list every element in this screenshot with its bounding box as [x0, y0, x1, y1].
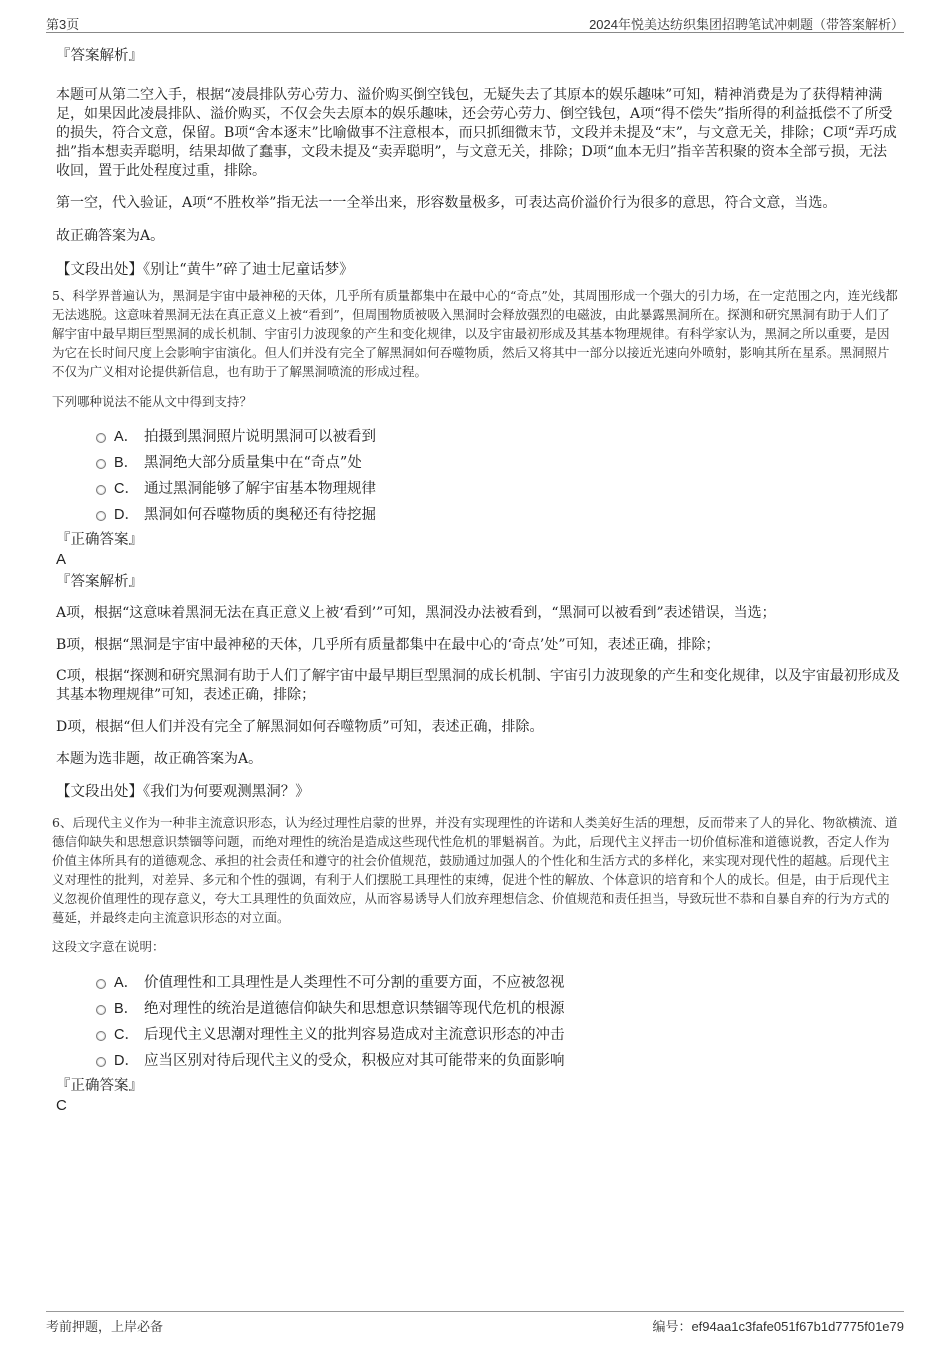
- option-text: 黑洞绝大部分质量集中在“奇点”处: [144, 455, 362, 471]
- option-list: [56, 970, 900, 1074]
- option-text: 拍摄到黑洞照片说明黑洞可以被看到: [144, 429, 376, 445]
- document-title: 2024年悦美达纺织集团招聘笔试冲刺题（带答案解析）: [589, 17, 904, 32]
- option-letter: C．: [114, 481, 139, 497]
- radio-icon[interactable]: [96, 433, 106, 443]
- footer-slogan: 考前押题，上岸必备: [46, 1319, 164, 1334]
- radio-icon[interactable]: [96, 485, 106, 495]
- passage-source: 【文段出处】《别让“黄牛”碎了迪士尼童话梦》: [56, 262, 354, 278]
- analysis-paragraph: 本题可从第二空入手，根据“凌晨排队劳心劳力、溢价购买倒空钱包，无疑失去了其原本的娱乐趣味”可知，精神消费是为了获得精神满足，如果因此凌晨排队、溢价购买，不仅会失去原本的娱乐趣味，还会劳心劳力、倒空钱包，A项“得不偿失”指所得的利益抵偿不了所受的损失，符合文意，保留。B项“舍本逐末”比喻做事不注意根本，而只抓细微末节，文段并未提及“末”，与文意无关，排除；C项“弄巧成拙”指本想卖弄聪明，结果却做了蠢事，文段未提及“卖弄聪明”，与文意无关，排除；D项“血本无归”指辛苦积聚的资本全部亏损，无法收回，置于此处程度过重，排除。: [56, 87, 897, 179]
- passage-source: 【文段出处】《我们为何要观测黑洞？》: [56, 784, 310, 800]
- option-letter: A．: [114, 429, 139, 445]
- option-letter: B．: [114, 455, 139, 471]
- option-d[interactable]: [56, 1048, 900, 1074]
- option-letter: D．: [114, 1053, 139, 1069]
- analysis-paragraph: C项，根据“探测和研究黑洞有助于人们了解宇宙中最早期巨型黑洞的成长机制、宇宙引力波现象的产生和变化规律，以及宇宙最初形成及其基本物理规律”可知，表述正确，排除；: [56, 668, 900, 703]
- question-passage: 5、科学界普遍认为，黑洞是宇宙中最神秘的天体，几乎所有质量都集中在最中心的“奇点”处，其周围形成一个强大的引力场，在一定范围之内，连光线都无法逃脱。这意味着黑洞无法在真正意义上被“看到”，但周围物质被吸入黑洞时会释放强烈的电磁波，由此暴露黑洞所在。探测和研究黑洞有助于人们了解宇宙中最早期巨型黑洞的成长机制、宇宙引力波现象的产生和变化规律，以及宇宙最初形成及其基本物理规律。有科学家认为，黑洞之所以重要，是因为它在长时间尺度上会影响宇宙演化。但人们并没有完全了解黑洞如何吞噬物质，然后又将其中一部分以接近光速向外喷射，影响其所在星系。黑洞照片不仅为广义相对论提供新信息，也有助于了解黑洞喷流的形成过程。: [52, 288, 898, 379]
- option-text: 应当区别对待后现代主义的受众，积极应对其可能带来的负面影响: [144, 1053, 565, 1069]
- analysis-paragraph: B项，根据“黑洞是宇宙中最神秘的天体，几乎所有质量都集中在最中心的‘奇点’处”可知，表述正确，排除；: [56, 637, 720, 653]
- document-code: 编号：ef94aa1c3fafe051f67b1d7775f01e79: [652, 1319, 904, 1334]
- analysis-label: 『答案解析』: [56, 48, 143, 64]
- option-c[interactable]: [56, 476, 900, 502]
- radio-icon[interactable]: [96, 1057, 106, 1067]
- page-footer: [46, 1311, 904, 1336]
- radio-icon[interactable]: [96, 511, 106, 521]
- option-letter: D．: [114, 507, 139, 523]
- question-6: [52, 813, 900, 1116]
- option-letter: A．: [114, 975, 139, 991]
- analysis-conclusion: 故正确答案为A。: [56, 228, 165, 244]
- page-number: 第3页: [46, 17, 80, 32]
- option-text: 黑洞如何吞噬物质的奥秘还有待挖掘: [144, 507, 376, 523]
- analysis-label: 『答案解析』: [56, 574, 143, 590]
- correct-answer: A: [56, 551, 67, 568]
- option-text: 通过黑洞能够了解宇宙基本物理规律: [144, 481, 376, 497]
- answer-label: 『正确答案』: [56, 1078, 143, 1094]
- option-text: 绝对理性的统治是道德信仰缺失和思想意识禁锢等现代危机的根源: [144, 1001, 565, 1017]
- option-list: [56, 424, 900, 528]
- question-5: [52, 286, 900, 802]
- option-a[interactable]: [56, 970, 900, 996]
- option-text: 价值理性和工具理性是人类理性不可分割的重要方面，不应被忽视: [144, 975, 565, 991]
- radio-icon[interactable]: [96, 459, 106, 469]
- page-content: [52, 44, 900, 1116]
- radio-icon[interactable]: [96, 1005, 106, 1015]
- analysis-paragraph: A项，根据“这意味着黑洞无法在真正意义上被‘看到’”可知，黑洞没办法被看到，“黑洞可以被看到”表述错误，当选；: [56, 605, 776, 621]
- option-b[interactable]: [56, 450, 900, 476]
- option-letter: B．: [114, 1001, 139, 1017]
- radio-icon[interactable]: [96, 979, 106, 989]
- analysis-paragraph: D项，根据“但人们并没有完全了解黑洞如何吞噬物质”可知，表述正确，排除。: [56, 719, 544, 735]
- option-text: 后现代主义思潮对理性主义的批判容易造成对主流意识形态的冲击: [144, 1027, 565, 1043]
- option-c[interactable]: [56, 1022, 900, 1048]
- option-b[interactable]: [56, 996, 900, 1022]
- answer-label: 『正确答案』: [56, 532, 143, 548]
- page-header: [46, 12, 904, 33]
- option-letter: C．: [114, 1027, 139, 1043]
- analysis-paragraph: 第一空，代入验证，A项“不胜枚举”指无法一一全举出来，形容数量极多，可表达高价溢价行为很多的意思，符合文意，当选。: [56, 195, 837, 211]
- option-d[interactable]: [56, 502, 900, 528]
- analysis-conclusion: 本题为选非题，故正确答案为A。: [56, 751, 263, 767]
- option-a[interactable]: [56, 424, 900, 450]
- correct-answer: C: [56, 1097, 67, 1114]
- question-prompt: 下列哪种说法不能从文中得到支持？: [52, 394, 253, 409]
- question-prompt: 这段文字意在说明：: [52, 939, 165, 954]
- question-passage: 6、后现代主义作为一种非主流意识形态，认为经过理性启蒙的世界，并没有实现理性的许诺和人类美好生活的理想，反而带来了人的异化、物欲横流、道德信仰缺失和思想意识禁锢等问题，而绝对理性的统治是造成这些现代性危机的罪魁祸首。为此，后现代主义抨击一切价值标准和道德说教，否定人作为价值主体所具有的道德观念、承担的社会责任和遵守的社会价值规范，鼓励通过加强人的个性化和生活方式的多样化，来实现对现代性的超越。后现代主义对理性的批判，对差异、多元和个性的强调，有利于人们摆脱工具理性的束缚，促进个性的解放、个体意识的培育和个人的成长。但是，由于后现代主义忽视价值理性的现存意义，夸大工具理性的负面效应，从而容易诱导人们放弃理想信念、价值规范和责任担当，导致玩世不恭和自暴自弃的行为方式的蔓延，并最终走向主流意识形态的对立面。: [52, 815, 898, 925]
- q4-analysis-section: [56, 46, 900, 280]
- radio-icon[interactable]: [96, 1031, 106, 1041]
